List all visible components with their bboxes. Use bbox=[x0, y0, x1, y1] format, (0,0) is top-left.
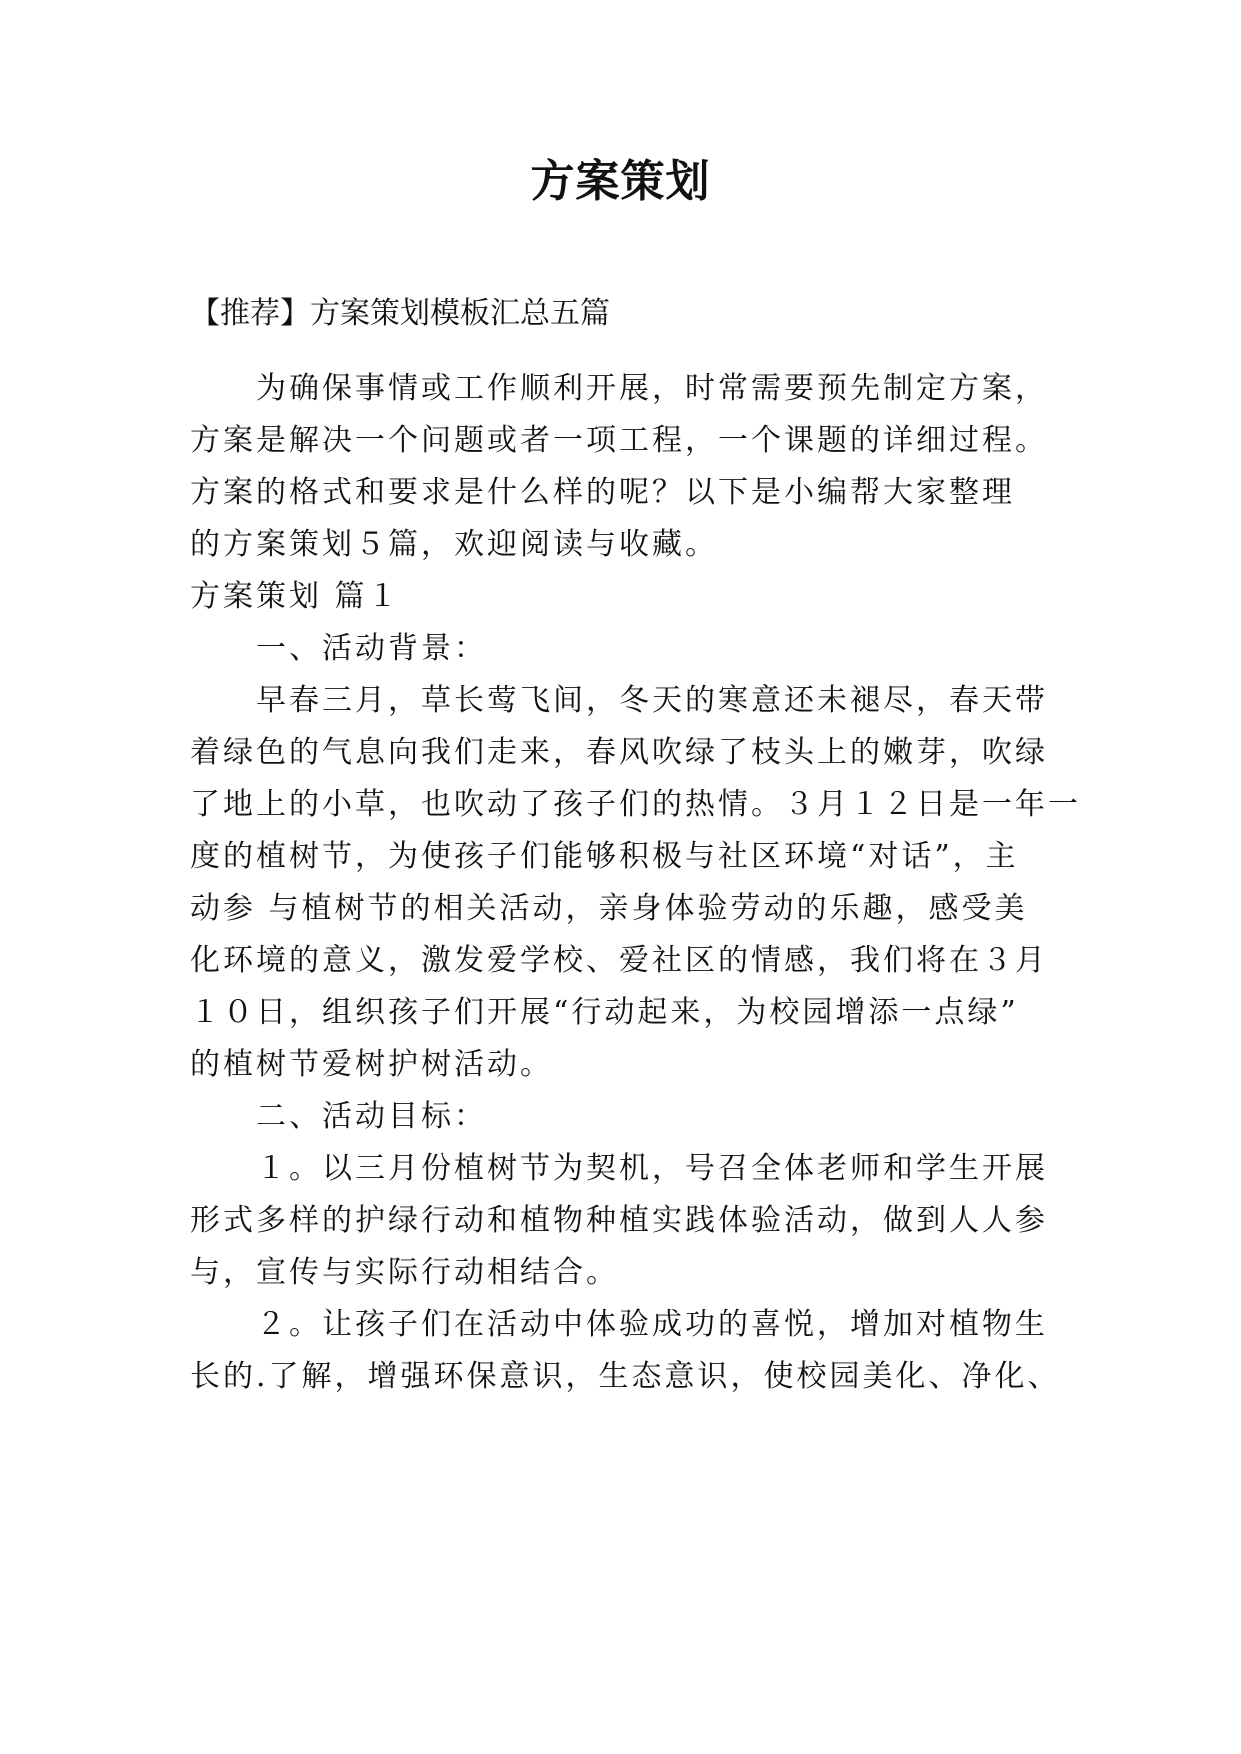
body-line: 早春三月，草长莺飞间，冬天的寒意还未褪尽，春天带 bbox=[190, 683, 1048, 718]
body-line: 的植树节爱树护树活动。 bbox=[190, 1047, 553, 1082]
body-line: 度的植树节，为使孩子们能够积极与社区环境“对话”，主 bbox=[190, 839, 1019, 874]
body-line: 方案是解决一个问题或者一项工程，一个课题的详细过程。 bbox=[190, 423, 1048, 458]
body-line: 动参 与植树节的相关活动，亲身体验劳动的乐趣，感受美 bbox=[190, 891, 1028, 926]
body-line: 形式多样的护绿行动和植物种植实践体验活动，做到人人参 bbox=[190, 1203, 1048, 1238]
document-subtitle: 【推荐】方案策划模板汇总五篇 bbox=[190, 296, 610, 331]
body-line: 了地上的小草，也吹动了孩子们的热情。３月１２日是一年一 bbox=[190, 787, 1081, 822]
body-line: ２。让孩子们在活动中体验成功的喜悦，增加对植物生 bbox=[190, 1307, 1048, 1342]
body-line: 二、活动目标： bbox=[190, 1099, 487, 1134]
body-line: 与，宣传与实际行动相结合。 bbox=[190, 1255, 619, 1290]
body-line: 为确保事情或工作顺利开展，时常需要预先制定方案， bbox=[190, 371, 1048, 406]
body-line: １。以三月份植树节为契机，号召全体老师和学生开展 bbox=[190, 1151, 1048, 1186]
body-line: 一、活动背景： bbox=[190, 631, 487, 666]
section-heading: 方案策划 篇１ bbox=[190, 579, 401, 614]
body-line: 化环境的意义，激发爱学校、爱社区的情感，我们将在３月 bbox=[190, 943, 1048, 978]
document-title: 方案策划 bbox=[530, 156, 711, 207]
body-line: 的方案策划５篇，欢迎阅读与收藏。 bbox=[190, 527, 718, 562]
body-line: 长的.了解，增强环保意识，生态意识，使校园美化、净化、 bbox=[190, 1359, 1061, 1394]
body-line: １０日，组织孩子们开展“行动起来，为校园增添一点绿” bbox=[190, 995, 1019, 1030]
body-line: 方案的格式和要求是什么样的呢？以下是小编帮大家整理 bbox=[190, 475, 1015, 510]
body-line: 着绿色的气息向我们走来，春风吹绿了枝头上的嫩芽，吹绿 bbox=[190, 735, 1048, 770]
